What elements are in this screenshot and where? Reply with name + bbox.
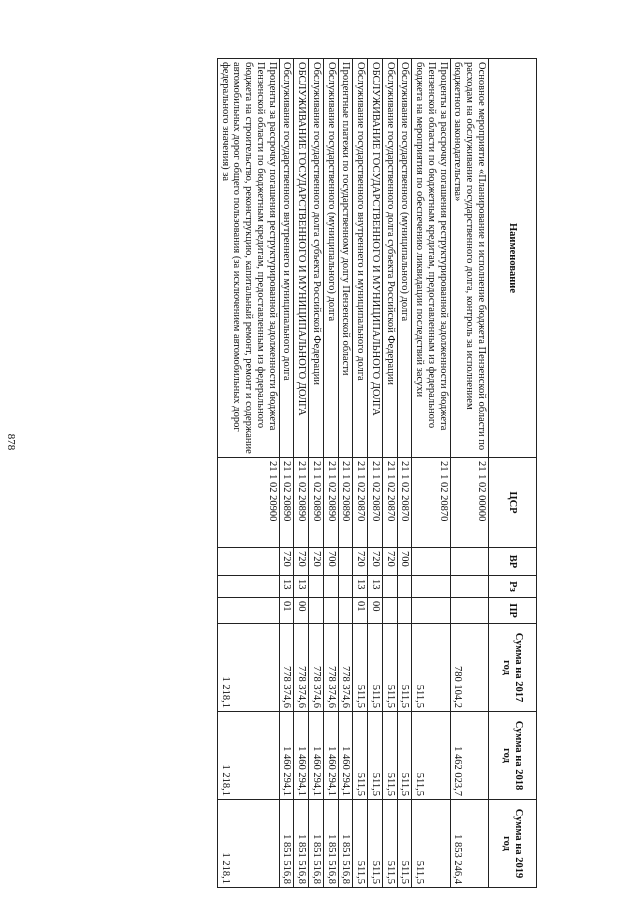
cell-csr: 21 1 02 20890 bbox=[279, 458, 294, 548]
cell-rz bbox=[450, 576, 488, 598]
cell-name: Обслуживание государственного долга субъекта Российской Федерации bbox=[383, 59, 398, 458]
cell-sum-2017: 778 374,6 bbox=[309, 624, 324, 712]
cell-sum-2018: 1 462 023,7 bbox=[450, 712, 488, 800]
cell-pr bbox=[412, 598, 450, 624]
header-csr: ЦСР bbox=[489, 458, 537, 548]
cell-vr bbox=[338, 548, 353, 576]
header-sum-2018: Сумма на 2018 год bbox=[489, 712, 537, 800]
cell-sum-2019: 1 851 516,8 bbox=[279, 800, 294, 888]
cell-rz bbox=[324, 576, 339, 598]
header-name: Наименование bbox=[489, 59, 537, 458]
cell-sum-2017: 511,5 bbox=[383, 624, 398, 712]
cell-sum-2018: 1 460 294,1 bbox=[294, 712, 309, 800]
cell-pr: 01 bbox=[279, 598, 294, 624]
cell-sum-2019: 1 851 516,8 bbox=[324, 800, 339, 888]
cell-name: Обслуживание государственного долга субъекта Российской Федерации bbox=[309, 59, 324, 458]
cell-sum-2018: 511,5 bbox=[353, 712, 368, 800]
header-vr: ВР bbox=[489, 548, 537, 576]
cell-rz bbox=[309, 576, 324, 598]
cell-csr: 21 1 02 20870 bbox=[353, 458, 368, 548]
cell-pr bbox=[218, 598, 280, 624]
cell-vr: 720 bbox=[279, 548, 294, 576]
cell-sum-2019: 511,5 bbox=[353, 800, 368, 888]
cell-sum-2019: 511,5 bbox=[412, 800, 450, 888]
cell-name: Обслуживание государственного (муниципального) долга bbox=[324, 59, 339, 458]
cell-vr: 720 bbox=[353, 548, 368, 576]
cell-name: Основное мероприятие «Планирование и исполнение бюджета Пензенской области по расходам на обслуживание государственного долга, контроль за исполнением бюджетного законодательства» bbox=[450, 59, 488, 458]
cell-rz: 13 bbox=[279, 576, 294, 598]
cell-vr: 700 bbox=[397, 548, 412, 576]
cell-name: Обслуживание государственного (муниципального) долга bbox=[397, 59, 412, 458]
cell-rz: 13 bbox=[294, 576, 309, 598]
cell-rz bbox=[218, 576, 280, 598]
rotated-page-content bbox=[2, 58, 537, 887]
cell-rz: 13 bbox=[353, 576, 368, 598]
cell-vr: 720 bbox=[368, 548, 383, 576]
header-pr: ПР bbox=[489, 598, 537, 624]
table-row bbox=[353, 59, 368, 888]
cell-sum-2017: 778 374,6 bbox=[338, 624, 353, 712]
cell-sum-2018: 1 460 294,1 bbox=[338, 712, 353, 800]
cell-sum-2017: 778 374,6 bbox=[294, 624, 309, 712]
cell-pr: 00 bbox=[294, 598, 309, 624]
cell-pr bbox=[450, 598, 488, 624]
cell-sum-2018: 1 460 294,1 bbox=[324, 712, 339, 800]
cell-sum-2017: 511,5 bbox=[397, 624, 412, 712]
cell-name: Проценты за рассрочку погашения реструктурированной задолженности бюджета Пензенской области по бюджетным кредитам, предоставленным из федерального бюджета на строительство, реконструкцию, капитальный ремонт, ремонт и содержание автомобильных дорог общего пользования (за исключением автомобильных дорог федерального значения) за bbox=[218, 59, 280, 458]
cell-sum-2018: 511,5 bbox=[383, 712, 398, 800]
cell-rz bbox=[397, 576, 412, 598]
cell-pr: 01 bbox=[353, 598, 368, 624]
cell-sum-2019: 1 851 516,8 bbox=[309, 800, 324, 888]
cell-sum-2017: 511,5 bbox=[412, 624, 450, 712]
table-row bbox=[338, 59, 353, 888]
table-row bbox=[368, 59, 383, 888]
cell-csr: 21 1 02 20900 bbox=[218, 458, 280, 548]
cell-csr: 21 1 02 20890 bbox=[309, 458, 324, 548]
cell-name: Проценты за рассрочку погашения реструктурированной задолженности бюджета Пензенской области по бюджетным кредитам, предоставленным из федерального бюджета на мероприятия по обеспечению ликвидации последствий засухи bbox=[412, 59, 450, 458]
header-sum-2017: Сумма на 2017 год bbox=[489, 624, 537, 712]
cell-rz bbox=[338, 576, 353, 598]
cell-sum-2019: 511,5 bbox=[383, 800, 398, 888]
cell-csr: 21 1 02 20870 bbox=[383, 458, 398, 548]
cell-csr: 21 1 02 20890 bbox=[338, 458, 353, 548]
cell-sum-2017: 778 374,6 bbox=[279, 624, 294, 712]
cell-vr: 720 bbox=[294, 548, 309, 576]
cell-sum-2018: 511,5 bbox=[368, 712, 383, 800]
cell-vr bbox=[218, 548, 280, 576]
cell-vr: 720 bbox=[383, 548, 398, 576]
cell-name: Обслуживание государственного внутреннего и муниципального долга bbox=[279, 59, 294, 458]
header-sum-2019: Сумма на 2019 год bbox=[489, 800, 537, 888]
table-row bbox=[294, 59, 309, 888]
cell-sum-2017: 780 104,2 bbox=[450, 624, 488, 712]
cell-sum-2018: 511,5 bbox=[412, 712, 450, 800]
cell-csr: 21 1 02 00000 bbox=[450, 458, 488, 548]
table-row bbox=[412, 59, 450, 888]
table-header-row bbox=[489, 59, 537, 888]
cell-vr: 700 bbox=[324, 548, 339, 576]
cell-sum-2017: 778 374,6 bbox=[324, 624, 339, 712]
cell-sum-2017: 511,5 bbox=[353, 624, 368, 712]
cell-sum-2018: 1 218,1 bbox=[218, 712, 280, 800]
page-number: 878 bbox=[5, 433, 17, 451]
cell-name: ОБСЛУЖИВАНИЕ ГОСУДАРСТВЕННОГО И МУНИЦИПАЛЬНОГО ДОЛГА bbox=[294, 59, 309, 458]
table-row bbox=[324, 59, 339, 888]
cell-sum-2019: 1 853 246,4 bbox=[450, 800, 488, 888]
cell-sum-2018: 511,5 bbox=[397, 712, 412, 800]
budget-table bbox=[217, 58, 537, 888]
table-row bbox=[383, 59, 398, 888]
cell-csr: 21 1 02 20870 bbox=[397, 458, 412, 548]
cell-rz bbox=[412, 576, 450, 598]
cell-sum-2017: 511,5 bbox=[368, 624, 383, 712]
cell-csr: 21 1 02 20890 bbox=[294, 458, 309, 548]
cell-rz bbox=[383, 576, 398, 598]
cell-sum-2018: 1 460 294,1 bbox=[279, 712, 294, 800]
cell-vr bbox=[412, 548, 450, 576]
cell-pr: 00 bbox=[368, 598, 383, 624]
cell-name: ОБСЛУЖИВАНИЕ ГОСУДАРСТВЕННОГО И МУНИЦИПАЛЬНОГО ДОЛГА bbox=[368, 59, 383, 458]
table-row bbox=[397, 59, 412, 888]
cell-sum-2019: 1 851 516,8 bbox=[294, 800, 309, 888]
header-rz: Рз bbox=[489, 576, 537, 598]
cell-sum-2019: 1 851 516,8 bbox=[338, 800, 353, 888]
table-row bbox=[279, 59, 294, 888]
cell-name: Обслуживание государственного внутреннего и муниципального долга bbox=[353, 59, 368, 458]
cell-rz: 13 bbox=[368, 576, 383, 598]
cell-csr: 21 1 02 20870 bbox=[368, 458, 383, 548]
table-row bbox=[218, 59, 280, 888]
cell-vr: 720 bbox=[309, 548, 324, 576]
cell-pr bbox=[309, 598, 324, 624]
cell-vr bbox=[450, 548, 488, 576]
cell-sum-2019: 511,5 bbox=[397, 800, 412, 888]
cell-csr: 21 1 02 20890 bbox=[324, 458, 339, 548]
cell-pr bbox=[383, 598, 398, 624]
cell-pr bbox=[324, 598, 339, 624]
cell-sum-2019: 511,5 bbox=[368, 800, 383, 888]
cell-csr: 21 1 02 20870 bbox=[412, 458, 450, 548]
table-row bbox=[309, 59, 324, 888]
cell-sum-2017: 1 218,1 bbox=[218, 624, 280, 712]
table-row bbox=[450, 59, 488, 888]
cell-sum-2019: 1 218,1 bbox=[218, 800, 280, 888]
cell-pr bbox=[338, 598, 353, 624]
cell-sum-2018: 1 460 294,1 bbox=[309, 712, 324, 800]
cell-pr bbox=[397, 598, 412, 624]
cell-name: Процентные платежи по государственному долгу Пензенской области bbox=[338, 59, 353, 458]
